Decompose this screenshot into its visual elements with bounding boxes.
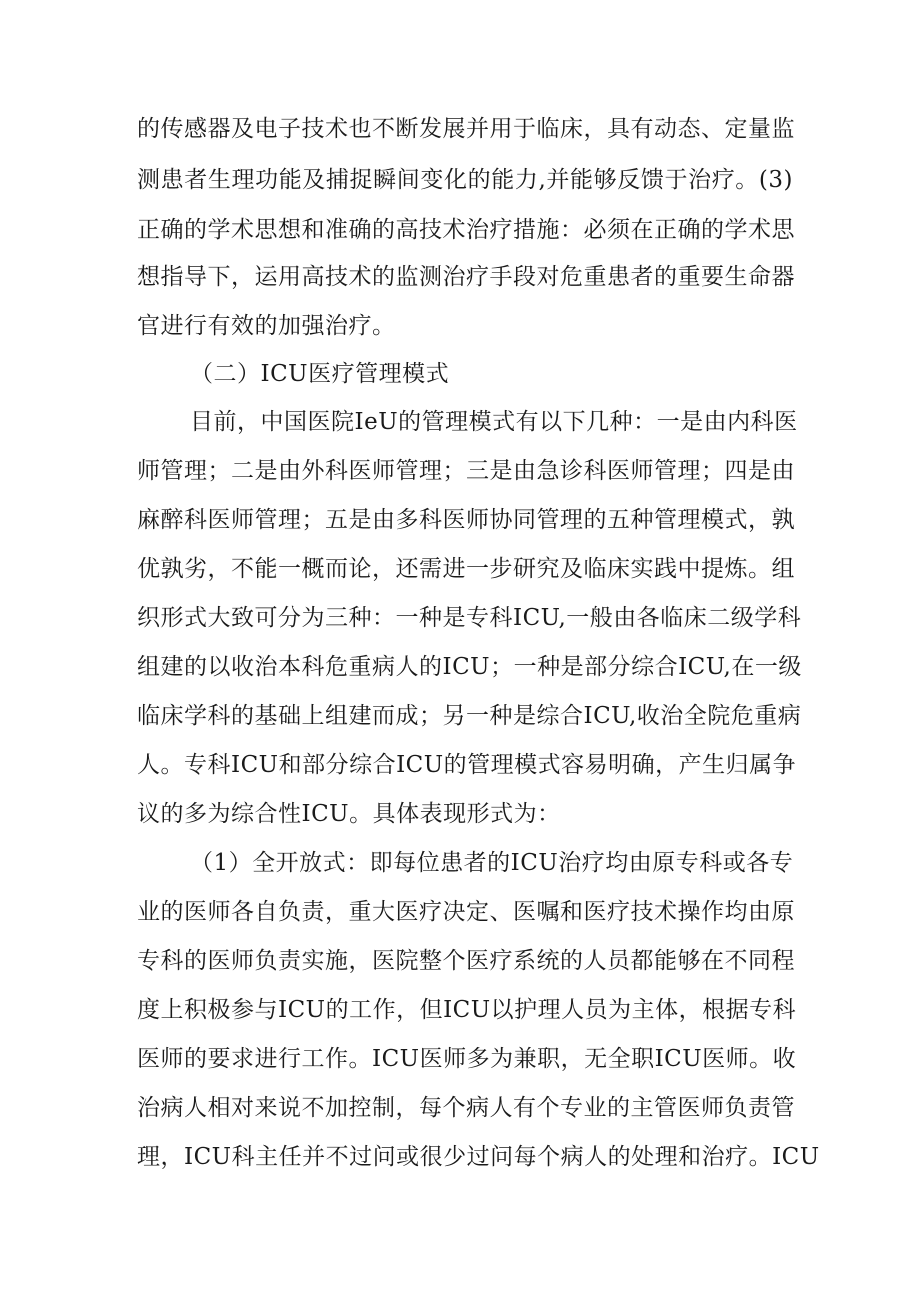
paragraph-2-line-5: 织形式大致可分为三种：一种是专科ICU,一般由各临床二级学科	[137, 605, 802, 631]
paragraph-1-line-3: 正确的学术思想和准确的高技术治疗措施：必须在正确的学术思	[137, 217, 795, 243]
paragraph-2-line-6: 组建的以收治本科危重病人的ICU；一种是部分综合ICU,在一级	[137, 654, 802, 680]
paragraph-3-line-5: 医师的要求进行工作。ICU医师多为兼职，无全职ICU医师。收	[137, 1046, 797, 1072]
paragraph-2-line-7: 临床学科的基础上组建而成；另一种是综合ICU,收治全院危重病	[137, 703, 802, 729]
paragraph-1-line-4: 想指导下，运用高技术的监测治疗手段对危重患者的重要生命器	[137, 264, 795, 290]
paragraph-2-line-4: 优孰劣，不能一概而论，还需进一步研究及临床实践中提炼。组	[137, 556, 795, 582]
paragraph-2-line-1: 目前，中国医院IeU的管理模式有以下几种：一是由内科医	[190, 409, 798, 435]
paragraph-3-line-1: （1）全开放式：即每位患者的ICU治疗均由原专科或各专	[190, 850, 794, 876]
paragraph-2-line-9: 议的多为综合性ICU。具体表现形式为：	[137, 801, 561, 827]
paragraph-1-line-2: 测患者生理功能及捕捉瞬间变化的能力,并能够反馈于治疗。(3)	[137, 167, 793, 193]
paragraph-2-line-2: 师管理；二是由外科医师管理；三是由急诊科医师管理；四是由	[137, 458, 795, 484]
paragraph-3-line-3: 专科的医师负责实施，医院整个医疗系统的人员都能够在不同程	[137, 948, 795, 974]
paragraph-3-line-7: 理，ICU科主任并不过问或很少过问每个病人的处理和治疗。ICU	[137, 1144, 820, 1170]
paragraph-2-line-3: 麻醉科医师管理；五是由多科医师协同管理的五种管理模式，孰	[137, 507, 795, 533]
paragraph-3-line-4: 度上积极参与ICU的工作，但ICU以护理人员为主体，根据专科	[137, 997, 797, 1023]
paragraph-2-line-8: 人。专科ICU和部分综合ICU的管理模式容易明确，产生归属争	[137, 752, 797, 778]
section-heading: （二）ICU医疗管理模式	[190, 361, 450, 387]
paragraph-3-line-2: 业的医师各自负责，重大医疗决定、医嘱和医疗技术操作均由原	[137, 899, 795, 925]
paragraph-1-line-1: 的传感器及电子技术也不断发展并用于临床，具有动态、定量监	[137, 116, 795, 142]
paragraph-3-line-6: 治病人相对来说不加控制，每个病人有个专业的主管医师负责管	[137, 1095, 795, 1121]
paragraph-1-line-5: 官进行有效的加强治疗。	[137, 313, 396, 339]
